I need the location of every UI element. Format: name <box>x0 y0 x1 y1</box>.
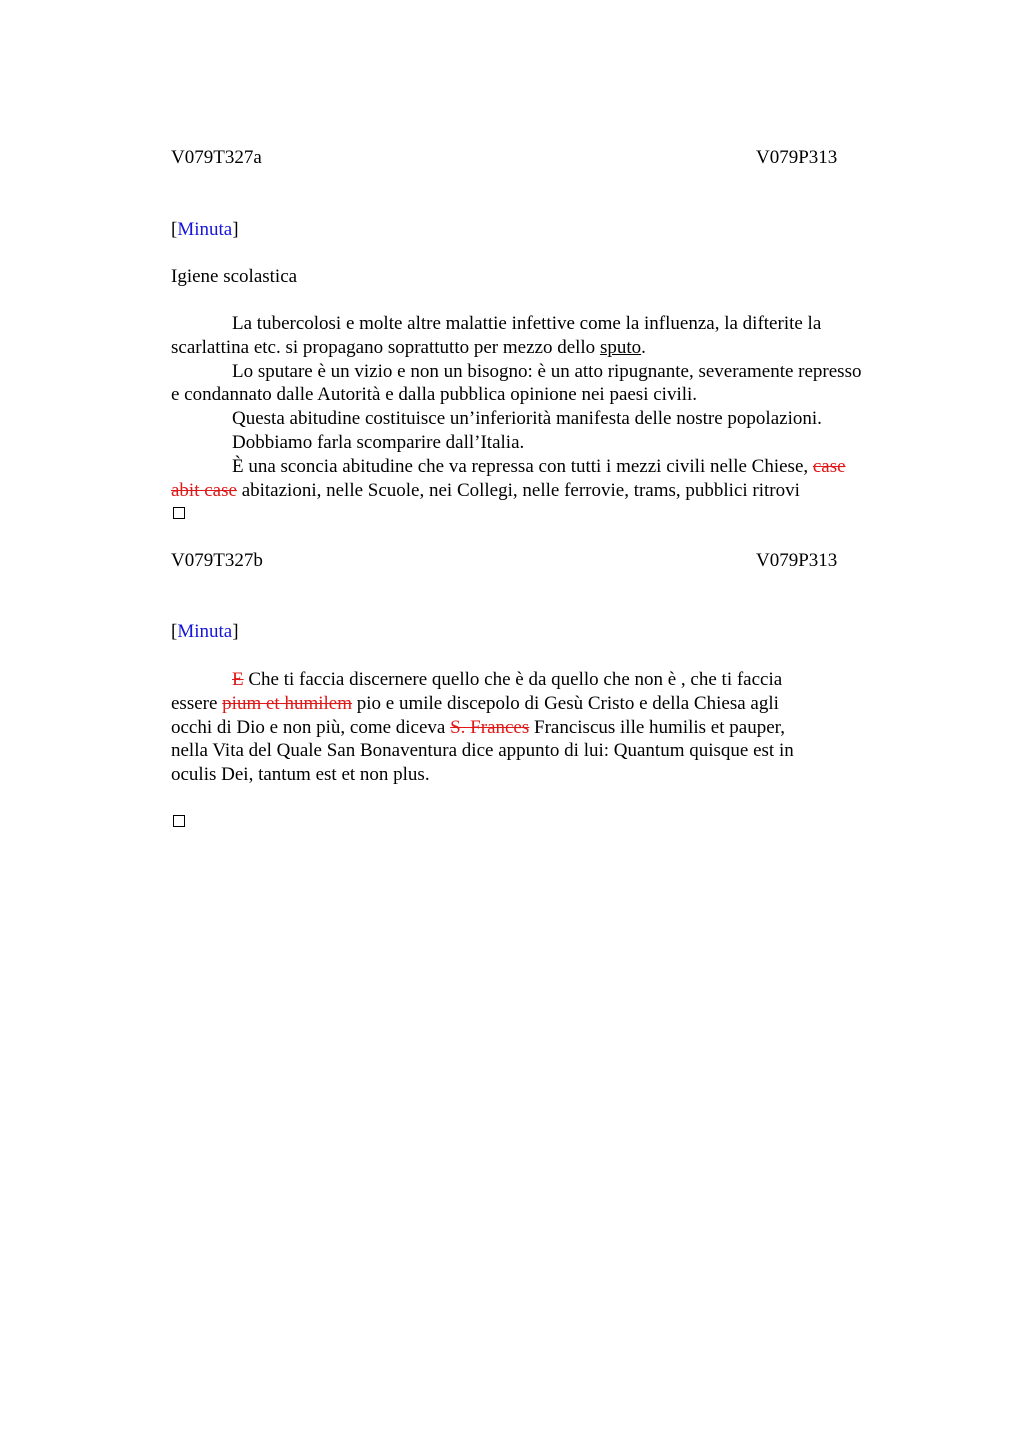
deleted-text: E <box>232 669 244 690</box>
text-segment: È una sconcia abitudine che va repressa con tutti i mezzi civili nelle Chiese, <box>232 456 813 477</box>
doc1-id-left: V079T327a <box>171 147 262 168</box>
doc1-id-right: V079P313 <box>756 147 838 168</box>
minuta-word: Minuta <box>177 219 233 240</box>
doc1-title: Igiene scolastica <box>171 266 298 287</box>
doc2-line-5: oculis Dei, tantum est et non plus. <box>171 764 430 785</box>
doc2-id-right: V079P313 <box>756 550 838 571</box>
bracket-open: [ <box>171 219 178 240</box>
text-segment: Franciscus ille humilis et pauper, <box>529 717 785 738</box>
doc1-line-8 <box>171 479 800 503</box>
end-marker-box-icon <box>173 507 185 519</box>
text-segment: scarlattina etc. si propagano soprattutto per mezzo dello <box>171 337 600 358</box>
deleted-text: pium et humilem <box>222 693 352 714</box>
doc2-line-4: nella Vita del Quale San Bonaventura dice appunto di lui: Quantum quisque est in <box>171 740 794 761</box>
doc1-line-6: Dobbiamo farla scomparire dall’Italia. <box>232 432 525 453</box>
bracket-open: [ <box>171 621 178 642</box>
deleted-text: case <box>812 456 846 477</box>
text-segment: abitazioni, nelle Scuole, nei Collegi, nelle ferrovie, trams, pubblici ritrovi <box>236 480 800 501</box>
doc2-line-1 <box>232 668 782 692</box>
deleted-text: abit case <box>171 480 237 501</box>
text-segment: occhi di Dio e non più, come diceva <box>171 717 451 738</box>
text-segment: Che ti faccia discernere quello che è da quello che non è , che ti faccia <box>243 669 783 690</box>
minuta-word: Minuta <box>177 621 233 642</box>
bracket-close: ] <box>232 621 239 642</box>
doc1-line-5: Questa abitudine costituisce un’inferiorità manifesta delle nostre popolazioni. <box>232 408 822 429</box>
doc1-line-3: Lo sputare è un vizio e non un bisogno: è un atto ripugnante, severamente represso <box>232 361 862 382</box>
text-segment: essere <box>171 693 223 714</box>
doc1-line-2 <box>171 336 646 360</box>
doc1-line-4: e condannato dalle Autorità e dalla pubblica opinione nei paesi civili. <box>171 384 698 405</box>
doc2-line-2 <box>171 692 779 716</box>
deleted-text: S. Frances <box>450 717 530 738</box>
doc2-line-3 <box>171 716 785 740</box>
doc1-line-1: La tubercolosi e molte altre malattie infettive come la influenza, la difterite la <box>232 313 822 334</box>
underlined-word: sputo <box>599 337 642 358</box>
bracket-close: ] <box>232 219 239 240</box>
doc2-id-left: V079T327b <box>171 550 263 571</box>
doc2-minuta-label <box>171 620 239 644</box>
doc1-minuta-label <box>171 218 239 242</box>
text-segment: pio e umile discepolo di Gesù Cristo e della Chiesa agli <box>352 693 779 714</box>
doc1-line-7 <box>232 455 846 479</box>
text-segment: . <box>641 337 646 358</box>
end-marker-box-icon <box>173 815 185 827</box>
